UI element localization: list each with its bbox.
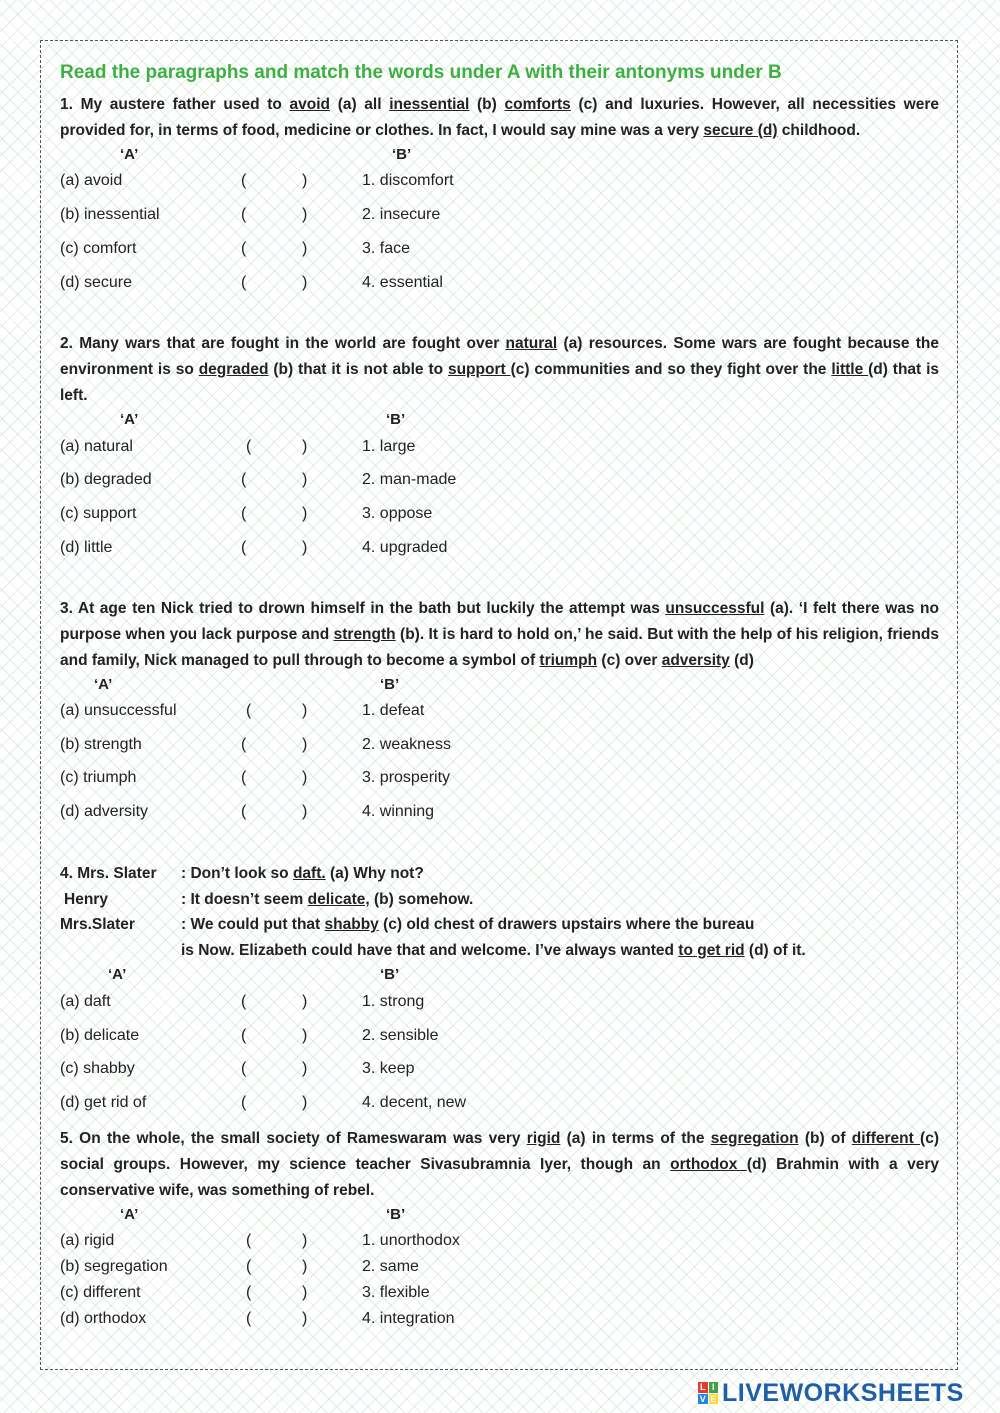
q1-row: (c) comfort ( ) 3. face (60, 240, 411, 257)
q3-row: (d) adversity ( ) 4. winning (60, 803, 435, 820)
q3-row: (a) unsuccessful ( ) 1. defeat (60, 702, 425, 719)
q4-line-4: is Now. Elizabeth could have that and welcome. I’ve always wanted to get rid (d) of it. (181, 942, 806, 959)
q4-col-b-header: ‘B’ (380, 966, 400, 983)
q4-line-3: : We could put that shabby (c) old chest of drawers upstairs where the bureau (181, 916, 755, 933)
q5-row: (d) orthodox ( ) 4. integration (60, 1310, 455, 1327)
q2-row: (c) support ( ) 3. oppose (60, 505, 433, 522)
q4-row: (b) delicate ( ) 2. sensible (60, 1027, 439, 1044)
q5-paragraph: 5. On the whole, the small society of Rameswaram was very rigid (a) in terms of the segregation (b) of different (c) social groups. However, my science teacher Sivasubramnia Iyer, though an orthodox (d) Brahmin with a very conservative wife, was something of rebel. (60, 1130, 939, 1199)
q4-line-2: : It doesn’t seem delicate, (b) somehow. (181, 891, 474, 908)
q3-col-b-header: ‘B’ (380, 676, 400, 693)
liveworksheets-logo (698, 1378, 964, 1408)
q1-row: (a) avoid ( ) 1. discomfort (60, 172, 454, 189)
q1-row: (d) secure ( ) 4. essential (60, 274, 443, 291)
q4-speaker-mrs-slater: 4. Mrs. Slater (60, 865, 157, 882)
q2-col-b-header: ‘B’ (386, 411, 406, 428)
q5-col-b-header: ‘B’ (386, 1206, 406, 1223)
q3-paragraph: 3. At age ten Nick tried to drown himself in the bath but luckily the attempt was unsuccessful (a). ‘I felt there was no purpose when you lack purpose and strength (b). It is hard to hold on,’ he said. But with the help of his religion, friends and family, Nick managed to pull through to become a symbol of triumph (c) over adversity (d) (60, 600, 939, 669)
liveworksheets-logo-text: LIVEWORKSHEETS (722, 1378, 964, 1407)
q3-row: (c) triumph ( ) 3. prosperity (60, 769, 451, 786)
logo-mark-letter: V (699, 1393, 706, 1404)
q2-paragraph: 2. Many wars that are fought in the world are fought over natural (a) resources. Some wars are fought because the environment is so degraded (b) that it is not able to support (c) communities and so they fight over the little (d) that is left. (60, 335, 940, 404)
q5-col-a-header: ‘A’ (120, 1206, 139, 1223)
q2-row: (d) little ( ) 4. upgraded (60, 539, 448, 556)
liveworksheets-logo-icon (698, 1382, 718, 1404)
logo-mark-letter: E (710, 1393, 717, 1404)
q2-row: (a) natural ( ) 1. large (60, 438, 416, 455)
q3-col-a-header: ‘A’ (94, 676, 113, 693)
q4-speaker-mrs-slater-2: Mrs.Slater (60, 916, 135, 933)
q5-row: (b) segregation ( ) 2. same (60, 1258, 419, 1275)
worksheet-title: Read the paragraphs and match the words under A with their antonyms under B (60, 62, 782, 83)
q1-paragraph: 1. My austere father used to avoid (a) all inessential (b) comforts (c) and luxuries. However, all necessities were provided for, in terms of food, medicine or clothes. In fact, I would say mine was a very secure (d) childhood. (60, 96, 939, 139)
q5-row: (a) rigid ( ) 1. unorthodox (60, 1232, 460, 1249)
q2-col-a-header: ‘A’ (120, 411, 139, 428)
q2-row: (b) degraded ( ) 2. man-made (60, 471, 457, 488)
logo-mark-letter: I (709, 1382, 719, 1393)
q4-row: (a) daft ( ) 1. strong (60, 993, 425, 1010)
q1-col-a-header: ‘A’ (120, 146, 139, 163)
q4-row: (c) shabby ( ) 3. keep (60, 1060, 415, 1077)
q1-col-b-header: ‘B’ (392, 146, 412, 163)
q4-row: (d) get rid of ( ) 4. decent, new (60, 1094, 467, 1111)
q3-row: (b) strength ( ) 2. weakness (60, 736, 451, 753)
logo-mark-letter: L (700, 1382, 706, 1392)
q4-line-1: : Don’t look so daft. (a) Why not? (181, 865, 424, 882)
q5-row: (c) different ( ) 3. flexible (60, 1284, 430, 1301)
q4-col-a-header: ‘A’ (108, 966, 127, 983)
q1-row: (b) inessential ( ) 2. insecure (60, 206, 441, 223)
q4-speaker-henry: Henry (64, 891, 108, 908)
